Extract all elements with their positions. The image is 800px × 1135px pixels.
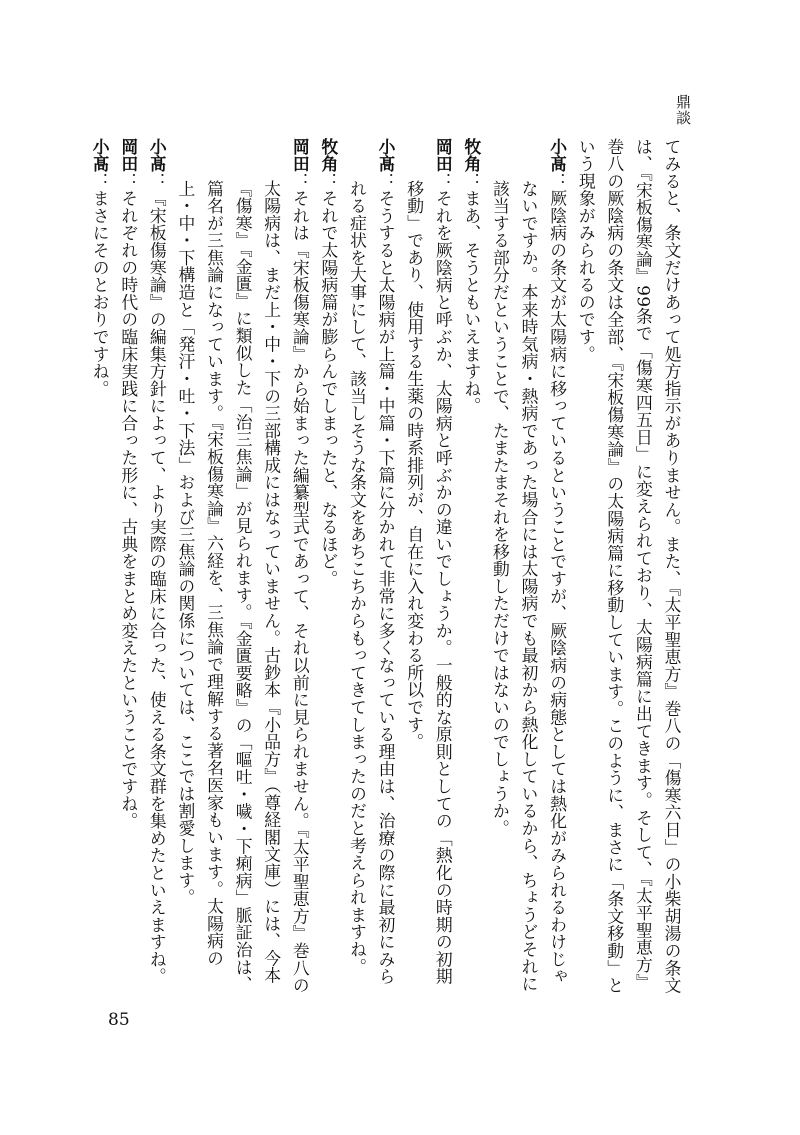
speaker-name: 岡田 — [118, 138, 139, 173]
dialogue-turn — [486, 138, 572, 998]
dialogue-turn — [457, 138, 486, 998]
dialogue-turn — [114, 138, 143, 998]
speaker-name: 小髙 — [376, 138, 397, 173]
dialogue-turn — [314, 138, 343, 998]
speaker-name: 牧角 — [318, 138, 339, 173]
dialogue-turn — [343, 138, 400, 998]
speech-text: ：それは『宋板傷寒論』から始まった編纂型式であって、それ以前に見られません。『太平聖恵方』巻八の太陽病は、まだ上・中・下の三部構成にはなっていません。古鈔本『小品方』（尊経閣文庫）には、今本『傷寒』『金匱』に類似した「治三焦論」が見られます。『金匱要略』の「嘔吐・噦・下痢病」脈証治は、篇名が三焦論になっています。『宋板傷寒論』六経を、三焦論で理解する著名医家もいます。太陽病の上・中・下構造と「発汗・吐・下法」および三焦論の関係については、ここでは割愛します。 — [175, 172, 311, 995]
speech-text: ：それぞれの時代の臨床実践に合った形に、古典をまとめ変えたということですね。 — [118, 172, 139, 830]
dialogue-turn — [400, 138, 457, 998]
speech-text: ：まあ、そうともいえますね。 — [461, 172, 482, 415]
dialogue-text — [86, 138, 686, 998]
speaker-name: 小髙 — [90, 138, 111, 173]
speaker-name: 岡田 — [290, 138, 311, 173]
speech-text: ：それで太陽病篇が膨らんでしまったと、なるほど。 — [318, 172, 339, 588]
speaker-name: 岡田 — [433, 138, 454, 173]
speaker-name: 小髙 — [547, 138, 568, 173]
page-number: 85 — [108, 1010, 130, 1030]
speech-text: ：そうすると太陽病が上篇・中篇・下篇に分かれて非常に多くなっている理由は、治療の際に最初にみられる症状を大事にして、該当しそうな条文をあちこちからもってきてしまったのだと考えられますね。 — [347, 172, 397, 986]
speech-text: ：厥陰病の条文が太陽病に移っているということですが、厥陰病の病態としては熱化がみられるわけじゃないですか。本来時気病・熱病であった場合には太陽病でも最初から熱化しているから、ちょうどそれに該当する部分だということで、たまたまそれを移動しただけではないのでしょうか。 — [490, 172, 568, 993]
running-header: 鼎談 — [674, 94, 692, 126]
dialogue-turn — [86, 138, 115, 998]
paragraph-continuation — [572, 138, 686, 998]
dialogue-turn — [171, 138, 314, 998]
paragraph-text: てみると、条文だけあって処方指示がありません。また、『太平聖恵方』巻八の「傷寒六日」の小柴胡湯の条文は、『宋板傷寒論』99条で「傷寒四五日」に変えられており、太陽病篇に出てきます。そして、『太平聖恵方』巻八の厥陰病の条文は全部、『宋板傷寒論』の太陽病篇に移動しています。このように、まさに「条文移動」という現象がみられるのです。 — [576, 138, 682, 995]
speaker-name: 牧角 — [461, 138, 482, 173]
dialogue-turn — [143, 138, 172, 998]
speech-text: ：『宋板傷寒論』の編集方針によって、より実際の臨床に合った、使える条文群を集めたといえますね。 — [147, 172, 168, 986]
speech-text: ：まさにそのとおりですね。 — [90, 172, 111, 398]
speaker-name: 小髙 — [147, 138, 168, 173]
speech-text: ：それを厥陰病と呼ぶか、太陽病と呼ぶかの違いでしょうか。一般的な原則としての「熱化の時期の初期移動」であり、使用する生薬の時系排列が、自在に入れ変わる所以です。 — [404, 172, 454, 986]
